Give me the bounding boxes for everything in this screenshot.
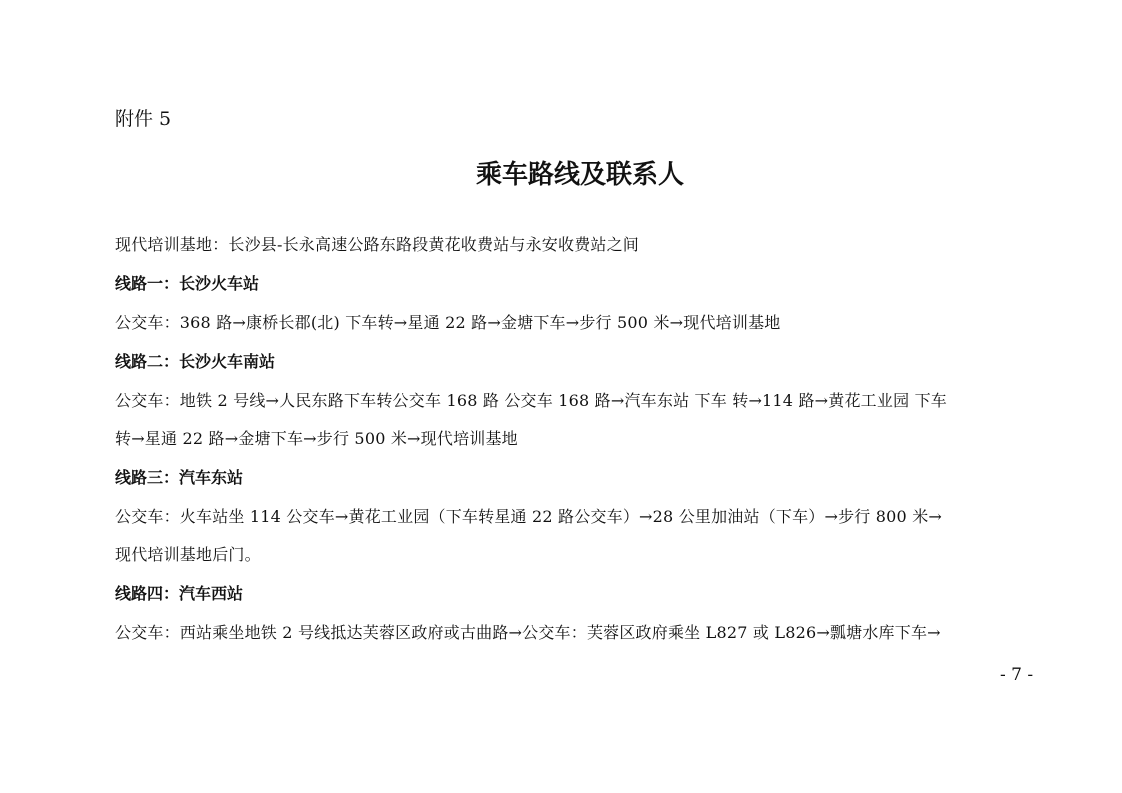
page-number: - 7 - xyxy=(1000,665,1034,685)
attachment-label: 附件 5 xyxy=(115,108,172,130)
route-2-line-1: 公交车：地铁 2 号线→人民东路下车转公交车 168 路 公交车 168 路→汽车东站 下车 转→114 路→黄花工业园 下车 xyxy=(115,391,947,410)
route-3-heading: 线路三：汽车东站 xyxy=(115,468,244,487)
location-text: 现代培训基地：长沙县-长永高速公路东路段黄花收费站与永安收费站之间 xyxy=(115,235,640,254)
route-4-line-1: 公交车：西站乘坐地铁 2 号线抵达芙蓉区政府或古曲路→公交车：芙蓉区政府乘坐 L827 或 L826→瓢塘水库下车→ xyxy=(115,623,941,642)
page-title: 乘车路线及联系人 xyxy=(475,160,684,190)
route-1-line-1: 公交车：368 路→康桥长郡(北) 下车转→星通 22 路→金塘下车→步行 500 米→现代培训基地 xyxy=(115,313,781,332)
route-4-heading: 线路四：汽车西站 xyxy=(115,584,244,603)
route-2-heading: 线路二：长沙火车南站 xyxy=(115,352,276,371)
route-2-line-2: 转→星通 22 路→金塘下车→步行 500 米→现代培训基地 xyxy=(115,429,518,448)
route-3-line-2: 现代培训基地后门。 xyxy=(115,545,261,564)
route-3-line-1: 公交车：火车站坐 114 公交车→黄花工业园（下车转星通 22 路公交车）→28 公里加油站（下车）→步行 800 米→ xyxy=(115,507,943,526)
route-1-heading: 线路一：长沙火车站 xyxy=(115,274,260,293)
